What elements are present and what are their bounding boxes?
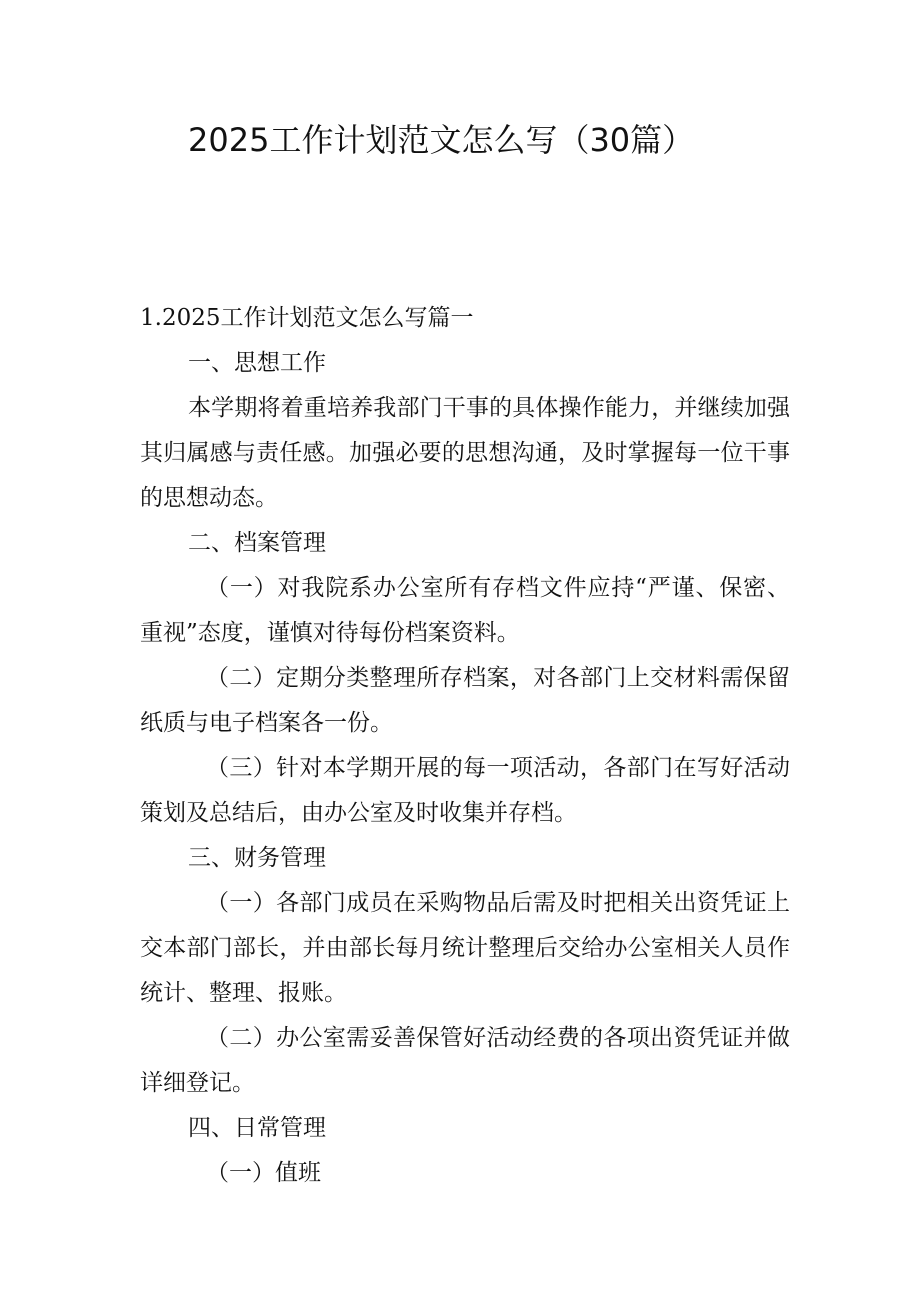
paragraph-archives-2: （二）定期分类整理所存档案，对各部门上交材料需保留纸质与电子档案各一份。 bbox=[140, 665, 790, 736]
document-title: 2025工作计划范文怎么写（30篇） bbox=[188, 121, 695, 159]
section-heading-finance: 三、财务管理 bbox=[188, 845, 326, 871]
subheading-duty: （一）值班 bbox=[206, 1160, 321, 1186]
section-heading-daily: 四、日常管理 bbox=[188, 1115, 326, 1141]
article-heading: 1.2025工作计划范文怎么写篇一 bbox=[140, 305, 474, 331]
section-heading-ideology: 一、思想工作 bbox=[188, 350, 326, 376]
document-body bbox=[140, 296, 790, 1196]
paragraph-ideology: 本学期将着重培养我部门干事的具体操作能力，并继续加强其归属感与责任感。加强必要的思想沟通，及时掌握每一位干事的思想动态。 bbox=[140, 395, 790, 511]
paragraph-finance-1: （一）各部门成员在采购物品后需及时把相关出资凭证上交本部门部长，并由部长每月统计整理后交给办公室相关人员作统计、整理、报账。 bbox=[140, 890, 790, 1006]
section-heading-archives: 二、档案管理 bbox=[188, 530, 326, 556]
paragraph-archives-3: （三）针对本学期开展的每一项活动，各部门在写好活动策划及总结后，由办公室及时收集并存档。 bbox=[140, 755, 790, 826]
paragraph-finance-2: （二）办公室需妥善保管好活动经费的各项出资凭证并做详细登记。 bbox=[140, 1025, 790, 1096]
paragraph-archives-1: （一）对我院系办公室所有存档文件应持“严谨、保密、重视”态度，谨慎对待每份档案资料。 bbox=[140, 575, 790, 646]
